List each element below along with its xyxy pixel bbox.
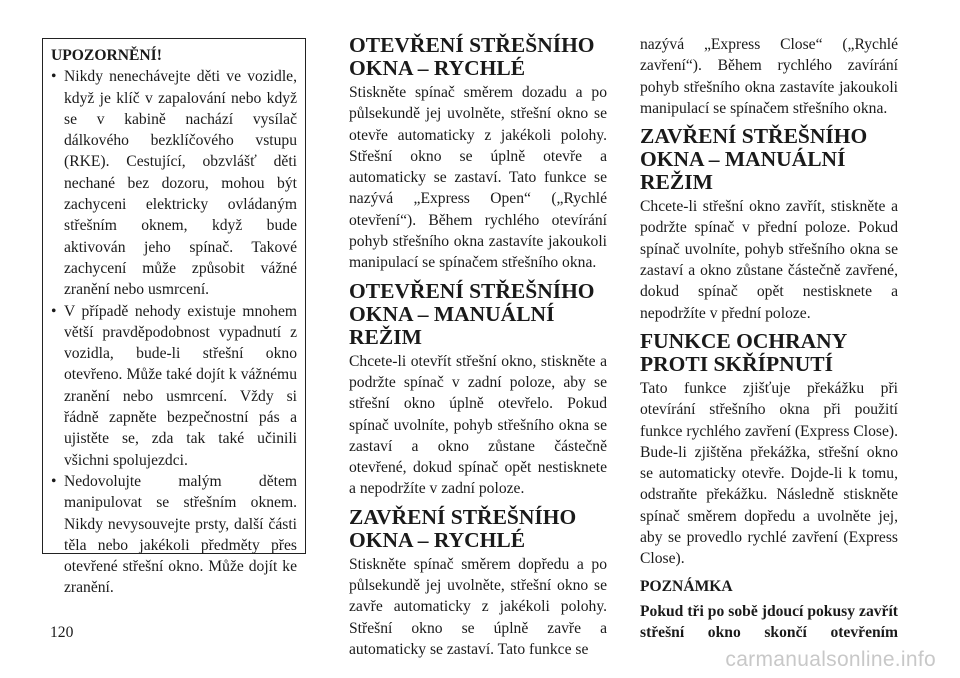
warning-title: UPOZORNĚNÍ! xyxy=(51,47,162,64)
left-column xyxy=(50,38,312,597)
section-text-open-manual: Chcete-li otevřít střešní okno, stiskněte a podržte spínač v zadní poloze, aby se střešní okno úplně otevřelo. Pokud spínač uvolníte, pohyb střešního okna se zastaví a okno zůstane částečně otevřené, dokud spínač opět nestisknete a nepodržíte v zadní poloze. xyxy=(349,352,607,498)
note-text: Pokud tři po sobě jdoucí pokusy zavřít střešní okno skončí otevřením xyxy=(640,602,898,642)
section-heading-open-express: OTEVŘENÍ STŘEŠNÍHO OKNA – RYCHLÉ xyxy=(349,33,595,80)
section-text-close-express-continued: nazývá „Express Close“ („Rychlé zavření“). Během rychlého zavírání pohyb střešního okna zastavíte jakoukoli manipulací se spínačem střešního okna. xyxy=(640,36,898,117)
warning-item xyxy=(51,471,297,599)
note-title: POZNÁMKA xyxy=(640,577,733,595)
section-heading-open-manual: OTEVŘENÍ STŘEŠNÍHO OKNA – MANUÁLNÍ REŽIM xyxy=(349,278,595,349)
section-heading-pinch-protect: FUNKCE OCHRANY PROTI SKŘÍPNUTÍ xyxy=(640,328,847,376)
warning-item xyxy=(51,66,297,300)
page-number: 120 xyxy=(50,624,74,641)
warning-list xyxy=(51,66,297,598)
warning-box xyxy=(42,38,306,597)
section-text-open-express: Stiskněte spínač směrem dozadu a po půlsekundě jej uvolněte, střešní okno se otevře automaticky z jakékoli polohy. Střešní okno se úplně otevře a automaticky se zastaví. Tato funkce se nazývá „Express Open“ („Rychlé otevření“). Během rychlého otevírání pohyb střešního okna zastavíte jakoukoli manipulací se spínačem střešního okna. xyxy=(349,84,607,272)
section-text-close-express: Stiskněte spínač směrem dopředu a po půlsekundě jej uvolněte, střešní okno se zavře automaticky z jakékoli polohy. Střešní okno se úplně zavře a automaticky se zastaví. Tato funkce se xyxy=(349,555,607,658)
section-text-close-manual: Chcete-li střešní okno zavřít, stiskněte a podržte spínač v přední poloze. Pokud spínač uvolníte, pohyb střešního okna se zastaví a okno zůstane částečně zavřené, dokud spínač opět nestisknete a nepodržíte v přední poloze. xyxy=(640,198,898,322)
bullet-icon: • xyxy=(51,68,57,86)
bullet-icon: • xyxy=(51,302,57,320)
section-text-pinch-protect: Tato funkce zjišťuje překážku při otevírání střešního okna při použití funkce rychlého zavření (Express Close). Bude-li zjištěna překážka, střešní okno se automaticky otevře. Dojde-li k tomu, odstraňte překážku. Následně stiskněte spínač směrem dopředu a uvolněte jej, aby se provedlo rychlé zavření (Express Close). xyxy=(640,379,898,568)
middle-column xyxy=(349,34,607,666)
right-column xyxy=(640,34,898,644)
bullet-icon: • xyxy=(51,472,57,490)
warning-item-text: Nedovolujte malým dětem manipulovat se střešním oknem. Nikdy nevysouvejte prsty, další části těla nebo jakékoli předměty přes otevřené střešní okno. Může dojít ke zranění. xyxy=(64,472,297,597)
watermark: carmanualsonline.info xyxy=(725,648,936,671)
section-heading-close-manual: ZAVŘENÍ STŘEŠNÍHO OKNA – MANUÁLNÍ REŽIM xyxy=(640,124,868,195)
warning-item xyxy=(51,301,297,471)
warning-item-text: V případě nehody existuje mnohem větší pravděpodobnost vypadnutí z vozidla, bude-li střešní okno otevřeno. Může také dojít k vážnému zranění nebo usmrcení. Vždy si řádně zapněte bezpečnostní pás a ujistěte se, zda tak také učinili všichni spolujezdci. xyxy=(64,302,297,469)
section-heading-close-express: ZAVŘENÍ STŘEŠNÍHO OKNA – RYCHLÉ xyxy=(349,504,577,552)
warning-item-text: Nikdy nenechávejte děti ve vozidle, když je klíč v zapalování nebo když se v kabině nachází vysílač dálkového bezklíčového vstupu (RKE). Cestující, obzvlášť děti nechané bez dozoru, mohou být zachyceni elektricky ovládaným střešním oknem, když bude aktivován jeho spínač. Takové zachycení může způsobit vážné zranění nebo usmrcení. xyxy=(64,68,297,299)
